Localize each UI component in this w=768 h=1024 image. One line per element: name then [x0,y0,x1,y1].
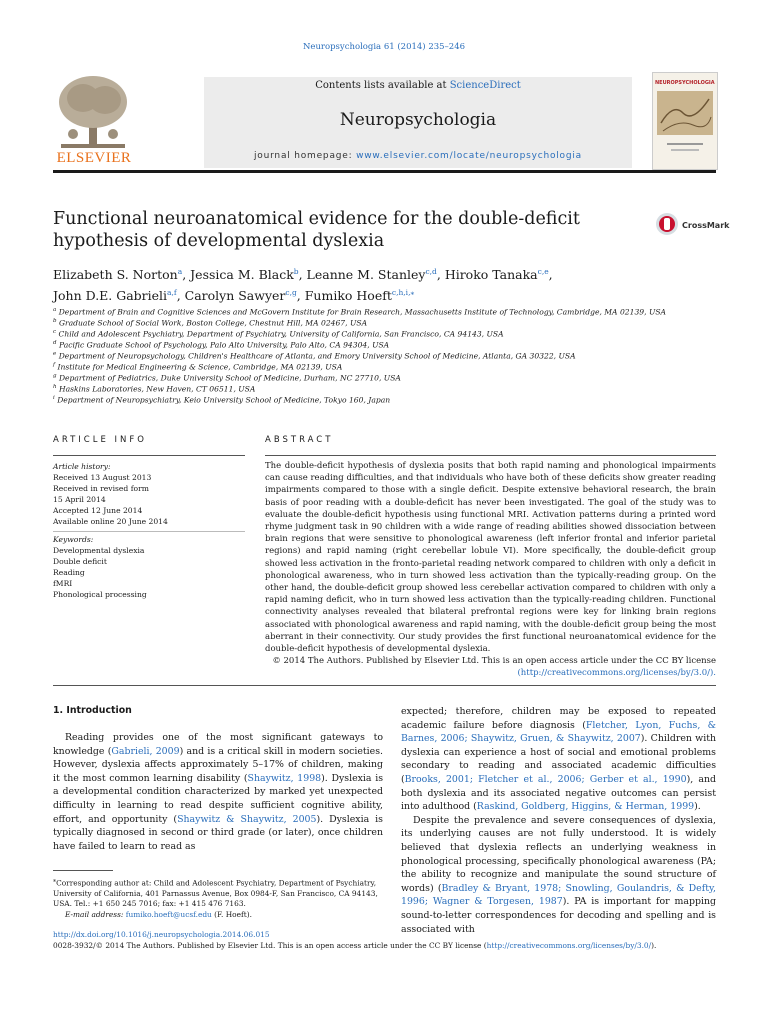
crossmark-icon[interactable] [655,212,679,236]
affiliation-marker: i [53,395,55,401]
history-item: Available online 20 June 2014 [53,517,168,526]
sciencedirect-link[interactable]: ScienceDirect [449,80,521,91]
affiliation-marker: h [53,384,57,390]
doi-link[interactable]: http://dx.doi.org/10.1016/j.neuropsychologia.2014.06.015 [53,930,270,939]
author-affil-marker[interactable]: a,f [167,288,177,298]
affiliation-text: Haskins Laboratories, New Haven, CT 06511, USA [58,384,256,394]
intro-left-column [53,731,383,853]
author-separator: , [176,288,185,304]
affiliation-text: Pacific Graduate School of Psychology, Palo Alto University, Palo Alto, CA 94304, USA [58,340,390,350]
citation-link[interactable]: Raskind, Goldberg, Higgins, & Herman, 1999 [476,801,695,813]
corresponding-author-footnote [53,876,383,920]
contents-line [204,80,632,91]
history-item: Accepted 12 June 2014 [53,506,143,515]
affiliation-text: Department of Neuropsychiatry, Keio University School of Medicine, Tokyo 160, Japan [57,395,391,405]
intro-paragraph [401,814,716,936]
copyright-text: © 2014 The Authors. Published by Elsevier Ltd. This is an open access article under the CC BY license [272,656,716,667]
paragraph-text: Despite the prevalence and severe consequences of dyslexia, its underlying causes are not fully understood. It is widely believed that dyslexia reflects an underlying weakness in phonological processing, specifically phonological awareness (PA; the ability to recognize and manipulate the sound structure of words) ( [401,814,716,894]
journal-cover-image [652,72,718,170]
abstract-body [265,460,716,680]
journal-reference[interactable]: Neuropsychologia 61 (2014) 235–246 [302,42,466,52]
license-link[interactable]: (http://creativecommons.org/licenses/by/3.0/). [517,668,716,679]
cover-title: NEUROPSYCHOLOGIA [655,80,715,86]
affiliation-text: Institute for Medical Engineering & Science, Cambridge, MA 02139, USA [57,362,343,372]
author-affil-marker[interactable]: b [293,267,299,276]
author-separator: , [296,288,305,304]
affiliation [53,393,713,406]
keyword: Phonological processing [53,590,147,599]
affiliation-marker: a [53,307,57,313]
citation-link[interactable]: Bradley & Bryant, 1978; Snowling, Goulandris, & Defty, 1996; Wagner & Torgesen, 1987 [401,882,716,908]
footnote-text: Corresponding author at: Child and Adolescent Psychiatry, Department of Psychiatry, University of California, 401 Parnassus Avenue, Box 0984-F, San Francisco, CA 94143, USA. Tel.: +1 650 245 7016; fax: +1 415 476 7163. [53,878,378,909]
article-info-rule [53,455,245,456]
citation-link[interactable]: Gabrieli, 2009 [111,745,180,757]
elsevier-logo-text: ELSEVIER [56,150,132,166]
author-affil-marker[interactable]: c,e [537,267,549,276]
homepage-label: journal homepage: [253,151,357,161]
keyword: fMRI [53,579,73,588]
author-separator: , [182,267,191,283]
license-text: 0028-3932/© 2014 The Authors. Published by Elsevier Ltd. This is an open access article under the CC BY license ( [53,940,487,950]
history-item: Received 13 August 2013 [53,473,152,482]
affiliation-marker: g [53,373,57,379]
abstract-heading: ABSTRACT [265,435,334,445]
intro-paragraph [53,731,383,853]
keyword: Reading [53,568,85,577]
abstract-bottom-rule [53,685,716,686]
email-label: E-mail address: [65,909,126,919]
affiliation-marker: c [53,329,57,335]
email-suffix: (F. Hoeft). [211,909,252,919]
paragraph-text: Reading provides one of the most significant gateways to knowledge ( [53,732,383,757]
author-name: Hiroko Tanaka [444,267,538,283]
history-label: Article history: [53,462,111,471]
history-item: 15 April 2014 [53,495,106,504]
keyword: Developmental dyslexia [53,546,145,555]
author-list [53,263,713,305]
keywords-divider [53,531,245,532]
paragraph-text: ). [694,801,701,813]
paragraph-text: ). Dyslexia is a developmental condition characterized by marked yet unexpected difficulty in learning to read despite sufficient cognitive ability, effort, and opportunity ( [53,772,384,825]
paragraph-text: ) and is a critical skill in modern societies. However, dyslexia affects approximately 5–17% of children, making it the most common learning disability ( [53,745,383,784]
abstract-text: The double-deficit hypothesis of dyslexia posits that both rapid naming and phonological impairments can cause reading difficulties, and that individuals who have both of these deficits show greater reading impairments compared to those with a single deficit. Despite extensive behavioral research, the brain basis of poor reading with a double-deficit has never been investigated. The goal of the study was to evaluate the double-deficit hypothesis using functional MRI. Activation patterns during a printed word rhyme judgment task in 90 children with a wide range of reading abilities showed dissociation between brain regions that were sensitive to phonological awareness (left inferior frontal and inferior parietal regions) and rapid naming (right cerebellar lobule VI). More specifically, the double-deficit group showed less activation in the fronto-parietal reading network compared to children with only a deficit in phonological awareness, who in turn showed less activation than the typically-reading group. On the other hand, the double-deficit group showed less cerebellar activation compared to children with only a rapid naming deficit, who in turn showed less activation than the typically-reading children. Functional connectivity analyses revealed that bilateral prefrontal regions were key for linking brain regions associated with phonological awareness and rapid naming, with the double-deficit group being the most aberrant in their connectivity. Our study provides the first functional neuroanatomical evidence for the double-deficit hypothesis of developmental dyslexia. [265,461,716,655]
keywords-label: Keywords: [53,535,94,544]
citation-link[interactable]: Brooks, 2001; Fletcher et al., 2006; Gerber et al., 1990 [404,773,687,785]
abstract-copyright [265,655,716,679]
footnote-rule [53,870,113,871]
article-title: Functional neuroanatomical evidence for the double-deficit hypothesis of developmental dyslexia [53,209,580,251]
affiliation-marker: e [53,351,57,357]
author-affil-marker[interactable]: c,h,i,⁎ [391,288,415,298]
history-item: Received in revised form [53,484,149,493]
email-link[interactable]: fumiko.hoeft@ucsf.edu [125,909,212,919]
journal-name: Neuropsychologia [339,110,497,130]
footnote-marker: ⁎ [53,877,57,884]
author-affil-marker[interactable]: c,d [425,267,437,276]
article-info-heading: ARTICLE INFO [53,435,147,445]
author-name: Fumiko Hoeft [304,288,392,304]
crossmark-label[interactable]: CrossMark [682,221,730,230]
citation-link[interactable]: Shaywitz & Shaywitz, 2005 [177,813,317,825]
author-separator: , [436,267,445,283]
affiliation-text: Graduate School of Social Work, Boston College, Chestnut Hill, MA 02467, USA [58,318,368,328]
author-separator: , [548,267,553,283]
paragraph-text: ). Children with dyslexia can experience a host of social and emotional problems secondary to reading and associated academic difficulties ( [401,733,717,785]
contents-label: Contents lists available at [315,80,450,91]
intro-right-column [401,705,716,936]
author-affil-marker[interactable]: c,g [285,288,297,298]
affiliation-text: Department of Neuropsychology, Children's Healthcare of Atlanta, and Emory University School of Medicine, Atlanta, GA 30322, USA [58,351,576,361]
affiliation-marker: d [53,340,57,346]
paragraph-text: ), and both dyslexia and its associated negative outcomes can persist into adulthood ( [401,773,716,813]
license-end: ). [651,940,657,950]
author-name: Jessica M. Black [190,267,294,283]
affiliation-marker: b [53,318,57,324]
author-name: John D.E. Gabrieli [53,288,168,304]
bottom-meta [53,930,716,952]
license-url-link[interactable]: http://creativecommons.org/licenses/by/3.0/ [486,940,652,950]
section-heading: 1. Introduction [53,705,132,716]
paragraph-text: ). Dyslexia is typically diagnosed in second or third grade (or later), once children have failed to learn to read as [53,813,383,852]
citation-link[interactable]: Fletcher, Lyon, Fuchs, & Barnes, 2006; Shaywitz, Gruen, & Shaywitz, 2007 [401,719,717,745]
keyword: Double deficit [53,557,107,566]
homepage-link[interactable]: www.elsevier.com/locate/neuropsychologia [356,151,582,161]
affiliation-marker: f [53,362,56,368]
author-affil-marker[interactable]: a [177,267,183,276]
paragraph-text: expected; therefore, children may be exposed to repeated academic failure before diagnosis ( [401,706,716,731]
abstract-rule [265,455,716,456]
citation-link[interactable]: Shaywitz, 1998 [247,772,322,784]
intro-paragraph [401,705,716,814]
affiliation-text: Child and Adolescent Psychiatry, Department of Psychiatry, University of California, San Francisco, CA 94143, USA [58,329,504,339]
paragraph-text: ). PA is important for mapping sound-to-letter correspondences for decoding and spelling and is associated with [401,896,716,935]
author-name: Leanne M. Stanley [306,267,426,283]
affiliation-text: Department of Pediatrics, Duke University School of Medicine, Durham, NC 27710, USA [58,373,401,383]
header-rule [53,170,716,173]
affiliation-text: Department of Brain and Cognitive Sciences and McGovern Institute for Brain Research, Massachusetts Institute of Technology, Cambridge, MA 02139, USA [58,307,667,317]
author-name: Carolyn Sawyer [184,288,286,304]
elsevier-tree-logo [53,72,133,152]
author-separator: , [298,267,307,283]
author-name: Elizabeth S. Norton [53,267,178,283]
journal-homepage [204,151,632,161]
